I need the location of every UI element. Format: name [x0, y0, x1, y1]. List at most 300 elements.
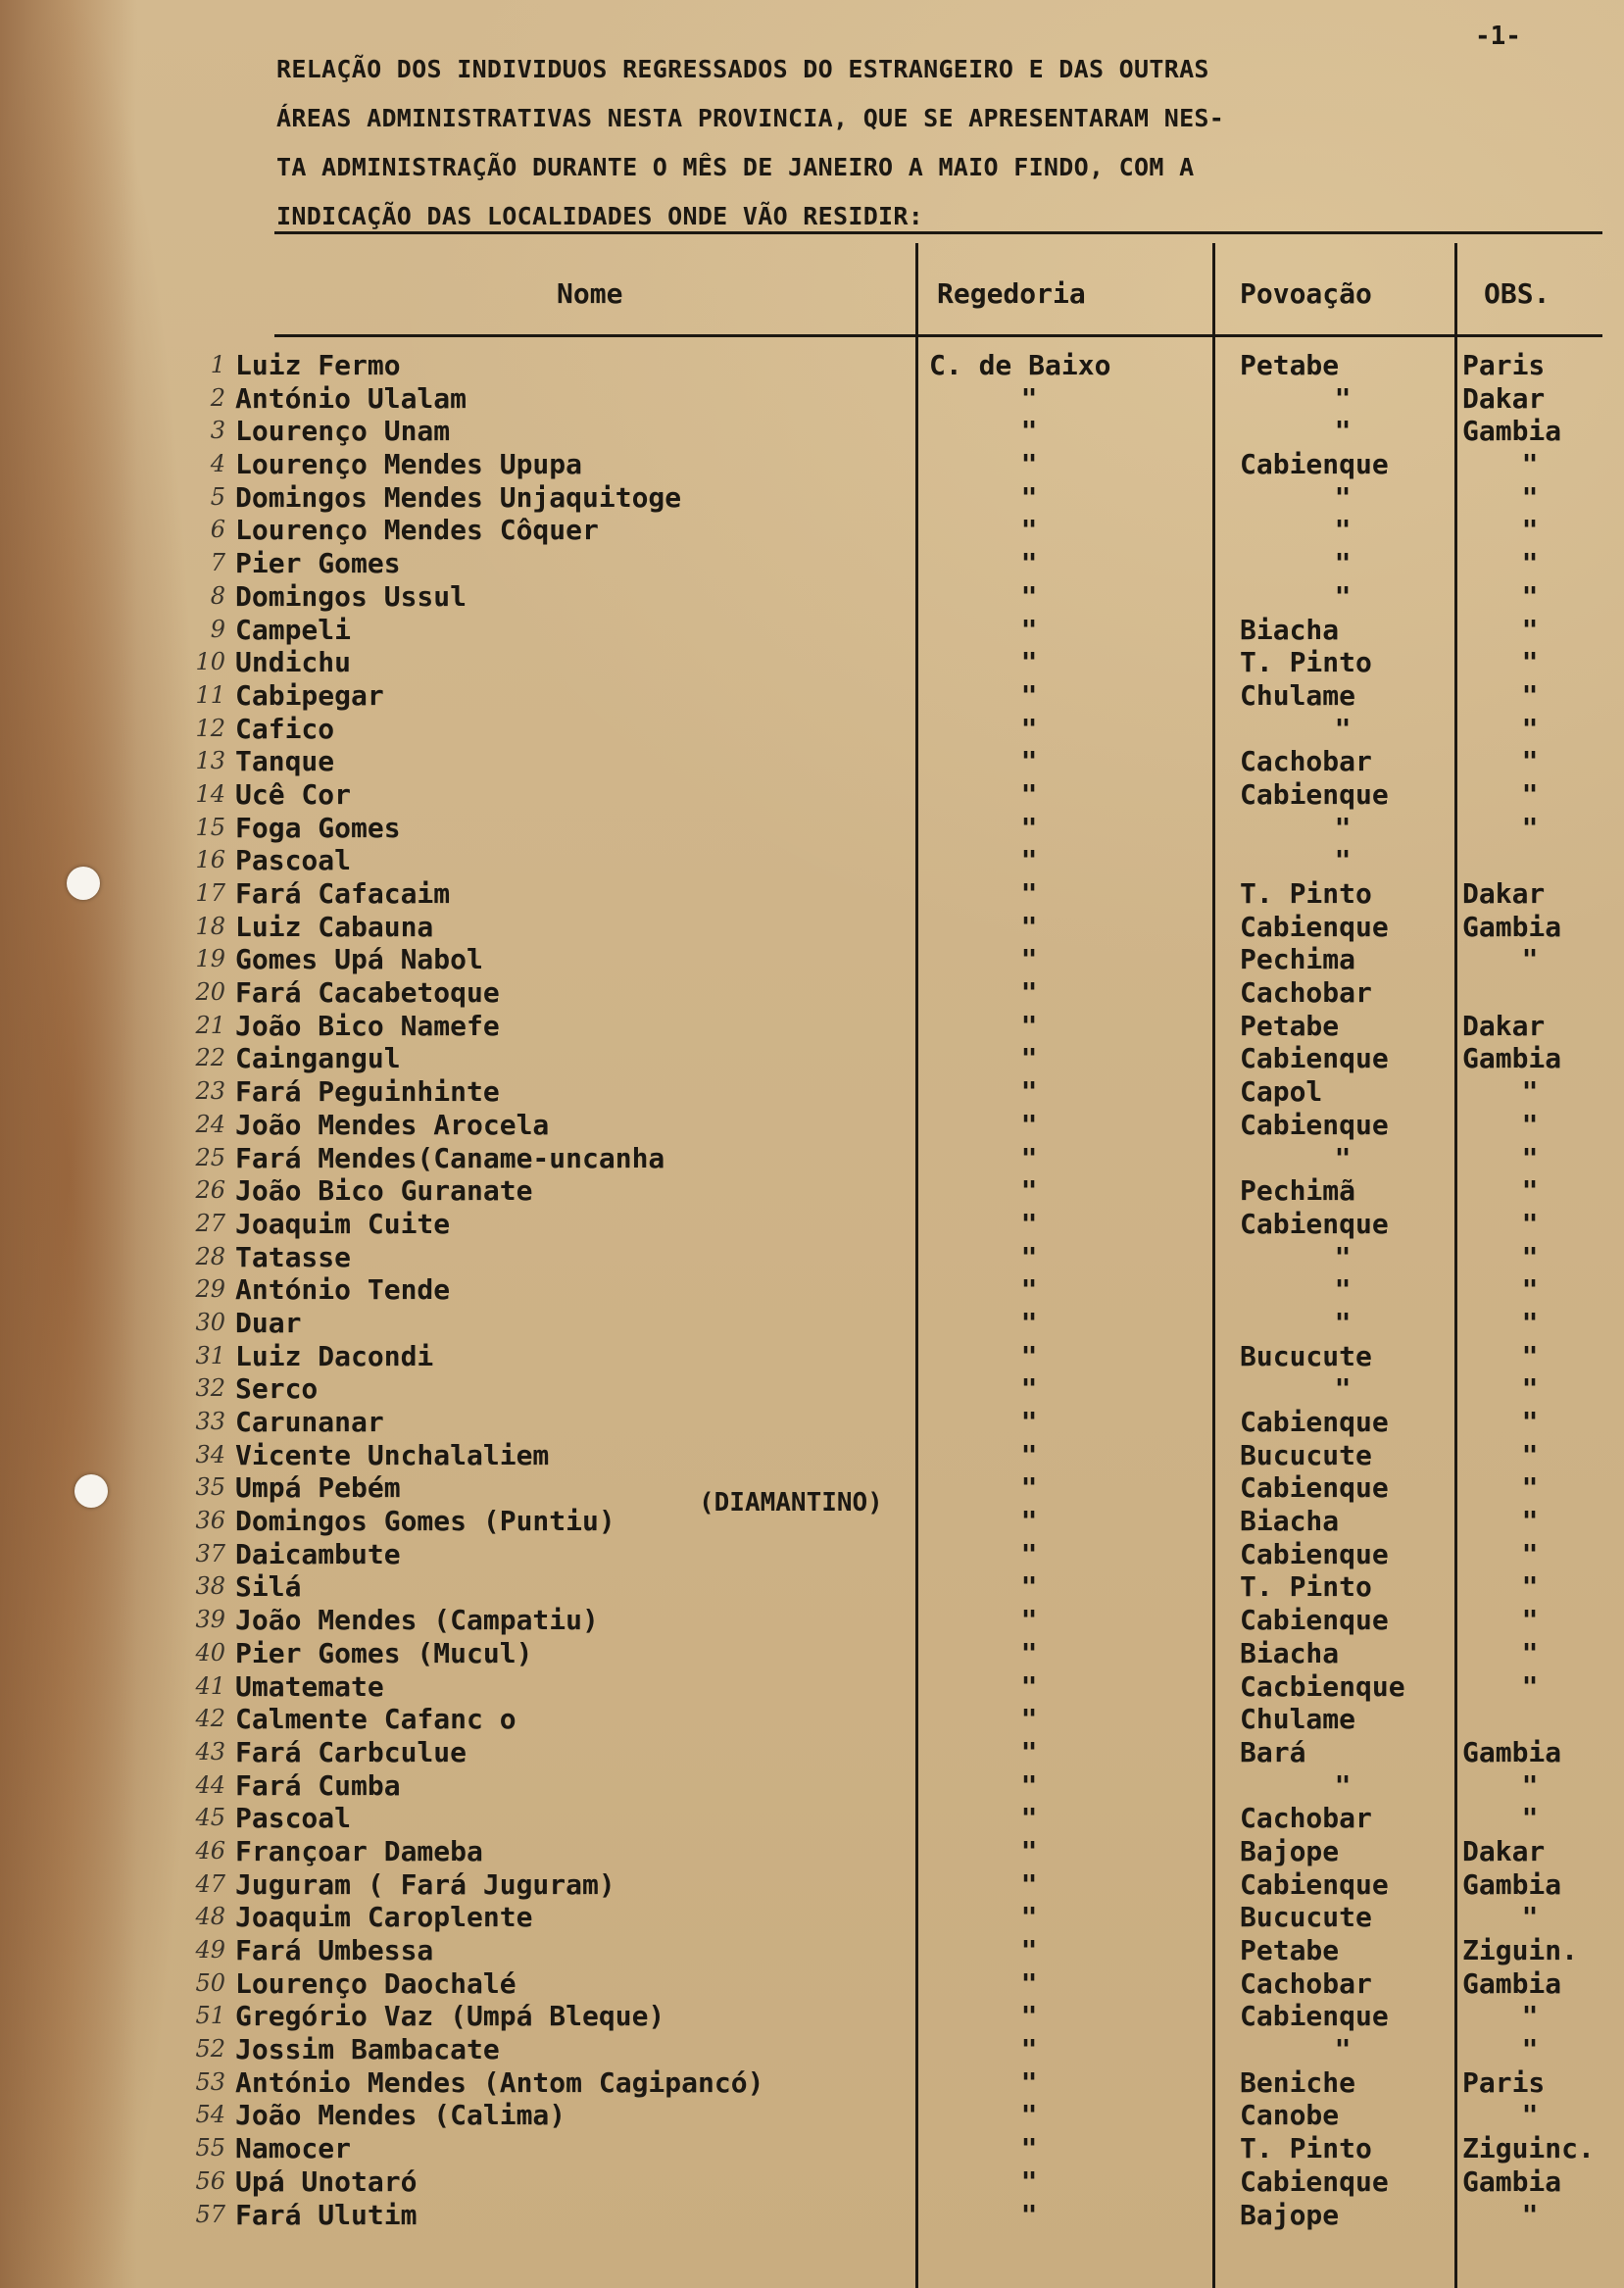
table-row — [0, 448, 1624, 481]
row-number: 51 — [195, 2002, 225, 2030]
table-row — [0, 1307, 1624, 1340]
row-number: 37 — [195, 1539, 225, 1567]
row-regedoria: " — [1020, 1604, 1038, 1637]
heading-underline — [274, 231, 1602, 234]
row-name: Upá Unotaró — [235, 2164, 418, 2198]
row-obs: " — [1521, 2000, 1539, 2033]
row-number: 43 — [195, 1737, 225, 1766]
row-number: 10 — [195, 648, 225, 676]
row-name: Namocer — [235, 2132, 352, 2165]
table-row — [0, 1670, 1624, 1704]
row-povoacao: " — [1334, 1306, 1352, 1339]
row-povoacao: " — [1334, 1768, 1352, 1802]
row-povoacao: Cacbienque — [1240, 1669, 1405, 1703]
row-povoacao: Bará — [1240, 1735, 1306, 1768]
row-povoacao: T. Pinto — [1240, 646, 1372, 679]
row-number: 14 — [195, 779, 225, 808]
row-povoacao: Beniche — [1240, 2065, 1356, 2099]
row-povoacao: " — [1334, 480, 1352, 514]
table-row — [0, 547, 1624, 580]
row-povoacao: Cabienque — [1240, 1537, 1389, 1570]
table-row — [0, 1208, 1624, 1241]
row-regedoria: " — [1020, 1306, 1038, 1339]
table-row — [0, 2099, 1624, 2132]
row-number: 56 — [195, 2166, 225, 2195]
row-regedoria: " — [1020, 1174, 1038, 1208]
row-regedoria: " — [1020, 1240, 1038, 1273]
row-number: 5 — [210, 482, 225, 511]
row-name: António Ulalam — [235, 381, 468, 415]
row-name: Calmente Cafanc o — [235, 1703, 517, 1736]
table-row — [0, 614, 1624, 647]
row-number: 27 — [195, 1209, 225, 1237]
table-row — [0, 1703, 1624, 1736]
row-name: Cabipegar — [235, 678, 384, 712]
row-obs: " — [1521, 1636, 1539, 1669]
row-povoacao: Cachobar — [1240, 1966, 1372, 2000]
row-obs: Gambia — [1462, 1867, 1562, 1901]
row-number: 25 — [195, 1143, 225, 1171]
row-name: Gregório Vaz (Umpá Bleque) — [235, 2000, 665, 2033]
row-regedoria: " — [1020, 1471, 1038, 1505]
row-obs: " — [1521, 1406, 1539, 1438]
row-name: Silá — [235, 1570, 302, 1604]
row-obs: " — [1521, 1075, 1539, 1109]
row-name: Pier Gomes (Mucul) — [235, 1636, 533, 1669]
row-obs: " — [1521, 712, 1539, 745]
row-name: João Bico Namefe — [235, 1009, 500, 1042]
row-number: 54 — [195, 2101, 225, 2129]
row-name: Luiz Dacondi — [235, 1339, 434, 1372]
row-povoacao: Cabienque — [1240, 1471, 1389, 1505]
row-name: Fará Peguinhinte — [235, 1075, 500, 1109]
row-name: Daicambute — [235, 1537, 401, 1570]
table-row — [0, 1174, 1624, 1208]
table-row — [0, 1439, 1624, 1472]
row-name: Umpá Pebém — [235, 1471, 401, 1505]
row-povoacao: Bajope — [1240, 2198, 1340, 2231]
row-povoacao: Cabienque — [1240, 910, 1389, 943]
row-name: Campeli — [235, 613, 352, 646]
row-povoacao: Cabienque — [1240, 1406, 1389, 1438]
row-obs: " — [1521, 1604, 1539, 1637]
row-regedoria: " — [1020, 976, 1038, 1010]
row-name: Serco — [235, 1372, 319, 1406]
row-povoacao: Bucucute — [1240, 1438, 1372, 1471]
row-povoacao: Pechima — [1240, 943, 1356, 976]
row-regedoria: " — [1020, 613, 1038, 646]
table-row — [0, 1637, 1624, 1670]
row-obs: " — [1521, 1471, 1539, 1505]
row-obs: " — [1521, 1438, 1539, 1471]
row-povoacao: Cabienque — [1240, 1867, 1389, 1901]
row-regedoria: " — [1020, 2065, 1038, 2099]
row-obs: Gambia — [1462, 1735, 1562, 1768]
row-number: 24 — [195, 1110, 225, 1138]
row-number: 50 — [195, 1968, 225, 1997]
row-name: Duar — [235, 1306, 302, 1339]
row-name: Pascoal — [235, 1802, 352, 1835]
row-regedoria: C. de Baixo — [929, 349, 1111, 381]
table-row — [0, 580, 1624, 614]
row-name: Pier Gomes — [235, 547, 401, 580]
row-povoacao: Pechimã — [1240, 1174, 1356, 1208]
row-obs: " — [1521, 1108, 1539, 1141]
row-regedoria: " — [1020, 1108, 1038, 1141]
row-name: Tatasse — [235, 1240, 352, 1273]
row-number: 28 — [195, 1242, 225, 1270]
table-row — [0, 1934, 1624, 1967]
row-name: Lourenço Daochalé — [235, 1966, 517, 2000]
row-number: 38 — [195, 1572, 225, 1601]
row-obs: " — [1521, 1240, 1539, 1273]
row-regedoria: " — [1020, 1703, 1038, 1736]
row-obs: " — [1521, 448, 1539, 481]
column-header-povoacao: Povoação — [1240, 277, 1372, 310]
table-row — [0, 1142, 1624, 1175]
row-number: 13 — [195, 747, 225, 775]
row-regedoria: " — [1020, 415, 1038, 448]
row-number: 33 — [195, 1408, 225, 1435]
row-regedoria: " — [1020, 2132, 1038, 2165]
row-obs: Dakar — [1462, 877, 1546, 910]
row-number: 44 — [195, 1770, 225, 1799]
table-row — [0, 844, 1624, 877]
row-number: 36 — [195, 1507, 225, 1535]
row-povoacao: Canobe — [1240, 2099, 1340, 2132]
column-header-obs: OBS. — [1484, 277, 1550, 310]
row-povoacao: " — [1334, 844, 1352, 877]
table-row — [0, 415, 1624, 448]
row-obs: Gambia — [1462, 2164, 1562, 2198]
table-row — [0, 1406, 1624, 1439]
table-row — [0, 1570, 1624, 1604]
row-regedoria: " — [1020, 1636, 1038, 1669]
row-name: Tanque — [235, 745, 335, 778]
row-number: 22 — [195, 1044, 225, 1072]
row-number: 53 — [195, 2067, 225, 2096]
row-name: Fará Carbculue — [235, 1735, 468, 1768]
row-obs: Ziguinc. — [1462, 2132, 1595, 2165]
row-obs: " — [1521, 646, 1539, 679]
row-number: 32 — [195, 1374, 225, 1403]
row-name: Joaquim Caroplente — [235, 1901, 533, 1934]
row-name: Lourenço Unam — [235, 415, 451, 448]
row-name: João Mendes Arocela — [235, 1108, 550, 1141]
row-regedoria: " — [1020, 2198, 1038, 2231]
row-regedoria: " — [1020, 1042, 1038, 1075]
row-obs: Paris — [1462, 349, 1546, 381]
table-row — [0, 514, 1624, 547]
row-regedoria: " — [1020, 1669, 1038, 1703]
row-obs: " — [1521, 514, 1539, 547]
table-row — [0, 1604, 1624, 1637]
row-regedoria: " — [1020, 2033, 1038, 2066]
row-obs: Gambia — [1462, 415, 1562, 448]
row-name: Domingos Mendes Unjaquitoge — [235, 480, 682, 514]
row-regedoria: " — [1020, 1934, 1038, 1966]
table-row — [0, 745, 1624, 778]
row-name: Gomes Upá Nabol — [235, 943, 483, 976]
row-regedoria: " — [1020, 678, 1038, 712]
row-povoacao: Biacha — [1240, 1636, 1340, 1669]
row-obs: " — [1521, 745, 1539, 778]
table-row — [0, 382, 1624, 416]
table-row — [0, 2165, 1624, 2199]
row-regedoria: " — [1020, 1834, 1038, 1867]
row-name: Vicente Unchalaliem — [235, 1438, 550, 1471]
document-heading — [276, 45, 1570, 241]
row-regedoria: " — [1020, 1075, 1038, 1109]
row-number: 39 — [195, 1606, 225, 1634]
row-povoacao: Cabienque — [1240, 1108, 1389, 1141]
row-name: João Mendes (Calima) — [235, 2099, 566, 2132]
row-regedoria: " — [1020, 1273, 1038, 1307]
row-name: Caingangul — [235, 1042, 401, 1075]
row-povoacao: " — [1334, 1141, 1352, 1174]
table-row — [0, 2199, 1624, 2232]
row-povoacao: Cabienque — [1240, 1042, 1389, 1075]
table-row — [0, 646, 1624, 679]
row-regedoria: " — [1020, 1438, 1038, 1471]
row-number: 49 — [195, 1936, 225, 1964]
row-number: 8 — [210, 581, 225, 610]
row-regedoria: " — [1020, 1768, 1038, 1802]
table-row — [0, 1042, 1624, 1075]
row-regedoria: " — [1020, 777, 1038, 811]
page-number: -1- — [1475, 22, 1521, 51]
row-obs: " — [1521, 2033, 1539, 2066]
table-row — [0, 1241, 1624, 1274]
row-number: 21 — [195, 1011, 225, 1039]
row-regedoria: " — [1020, 1867, 1038, 1901]
row-number: 41 — [195, 1671, 225, 1700]
row-name: Fará Cacabetoque — [235, 976, 500, 1010]
row-povoacao: Cachobar — [1240, 745, 1372, 778]
row-obs: " — [1521, 613, 1539, 646]
header-underline — [274, 334, 1602, 337]
row-name: Fará Cafacaim — [235, 877, 451, 910]
row-number: 34 — [195, 1440, 225, 1468]
row-obs: " — [1521, 1570, 1539, 1604]
row-obs: Paris — [1462, 2065, 1546, 2099]
row-name: Cafico — [235, 712, 335, 745]
row-povoacao: Cabienque — [1240, 448, 1389, 481]
register-table-body — [0, 349, 1624, 2231]
row-obs: " — [1521, 1768, 1539, 1802]
row-regedoria: " — [1020, 1339, 1038, 1372]
row-name: Jossim Bambacate — [235, 2033, 500, 2066]
row-number: 35 — [195, 1473, 225, 1502]
row-povoacao: Cabienque — [1240, 2164, 1389, 2198]
table-row — [0, 1736, 1624, 1769]
row-povoacao: Bucucute — [1240, 1901, 1372, 1934]
table-row — [0, 1835, 1624, 1868]
table-row — [0, 2033, 1624, 2066]
row-regedoria: " — [1020, 579, 1038, 613]
row-regedoria: " — [1020, 1901, 1038, 1934]
row-number: 15 — [195, 813, 225, 841]
row-obs: " — [1521, 1141, 1539, 1174]
row-obs: " — [1521, 1802, 1539, 1835]
table-row — [0, 1901, 1624, 1934]
row-povoacao: Biacha — [1240, 613, 1340, 646]
side-note: (DIAMANTINO) — [699, 1488, 883, 1517]
row-name: Domingos Ussul — [235, 579, 468, 613]
row-obs: Dakar — [1462, 1009, 1546, 1042]
table-row — [0, 1802, 1624, 1835]
table-row — [0, 1010, 1624, 1043]
table-row — [0, 713, 1624, 746]
row-number: 47 — [195, 1869, 225, 1898]
row-regedoria: " — [1020, 745, 1038, 778]
row-obs: " — [1521, 1537, 1539, 1570]
row-number: 57 — [195, 2200, 225, 2228]
row-number: 55 — [195, 2134, 225, 2163]
row-name: João Bico Guranate — [235, 1174, 533, 1208]
heading-line: RELAÇÃO DOS INDIVIDUOS REGRESSADOS DO ESTRANGEIRO E DAS OUTRAS — [276, 55, 1209, 83]
table-row — [0, 1273, 1624, 1307]
heading-line: INDICAÇÃO DAS LOCALIDADES ONDE VÃO RESIDIR: — [276, 202, 924, 230]
row-regedoria: " — [1020, 844, 1038, 877]
row-number: 20 — [195, 978, 225, 1007]
row-povoacao: " — [1334, 811, 1352, 844]
row-number: 29 — [195, 1275, 225, 1304]
row-povoacao: Cachobar — [1240, 1802, 1372, 1835]
row-name: Fará Mendes(Caname-uncanha — [235, 1141, 665, 1174]
row-number: 12 — [195, 714, 225, 742]
table-row — [0, 1538, 1624, 1571]
row-regedoria: " — [1020, 1537, 1038, 1570]
table-row — [0, 1769, 1624, 1803]
row-obs: " — [1521, 1372, 1539, 1406]
row-obs: " — [1521, 1339, 1539, 1372]
row-regedoria: " — [1020, 2000, 1038, 2033]
row-povoacao: Petabe — [1240, 1934, 1340, 1966]
row-obs: Gambia — [1462, 910, 1562, 943]
row-number: 11 — [195, 680, 225, 709]
row-number: 6 — [210, 516, 225, 544]
row-obs: " — [1521, 1505, 1539, 1538]
row-regedoria: " — [1020, 811, 1038, 844]
row-obs: Gambia — [1462, 1966, 1562, 2000]
heading-line: ÁREAS ADMINISTRATIVAS NESTA PROVINCIA, QUE SE APRESENTARAM NES- — [276, 104, 1225, 132]
column-header-regedoria: Regedoria — [937, 277, 1086, 310]
row-regedoria: " — [1020, 910, 1038, 943]
row-regedoria: " — [1020, 1570, 1038, 1604]
row-number: 48 — [195, 1903, 225, 1931]
row-regedoria: " — [1020, 646, 1038, 679]
row-regedoria: " — [1020, 943, 1038, 976]
row-name: Françoar Dameba — [235, 1834, 483, 1867]
row-povoacao: T. Pinto — [1240, 877, 1372, 910]
row-obs: " — [1521, 1273, 1539, 1307]
row-regedoria: " — [1020, 1966, 1038, 2000]
row-name: Juguram ( Fará Juguram) — [235, 1867, 615, 1901]
row-povoacao: T. Pinto — [1240, 2132, 1372, 2165]
row-povoacao: Cabienque — [1240, 2000, 1389, 2033]
row-regedoria: " — [1020, 712, 1038, 745]
row-povoacao: Cabienque — [1240, 1207, 1389, 1240]
row-number: 30 — [195, 1308, 225, 1336]
table-row — [0, 778, 1624, 812]
row-obs: " — [1521, 2198, 1539, 2231]
row-obs: " — [1521, 2099, 1539, 2132]
row-regedoria: " — [1020, 1406, 1038, 1438]
row-name: João Mendes (Campatiu) — [235, 1604, 599, 1637]
table-row — [0, 481, 1624, 515]
row-regedoria: " — [1020, 1207, 1038, 1240]
row-obs: " — [1521, 1306, 1539, 1339]
row-name: Luiz Fermo — [235, 349, 401, 381]
table-row — [0, 812, 1624, 845]
row-name: Pascoal — [235, 844, 352, 877]
row-regedoria: " — [1020, 381, 1038, 415]
table-row — [0, 2132, 1624, 2165]
row-obs: Gambia — [1462, 1042, 1562, 1075]
row-povoacao: " — [1334, 415, 1352, 448]
row-number: 7 — [210, 549, 225, 577]
row-povoacao: Cachobar — [1240, 976, 1372, 1010]
table-row — [0, 2066, 1624, 2100]
row-obs: " — [1521, 1174, 1539, 1208]
row-regedoria: " — [1020, 2164, 1038, 2198]
row-name: Domingos Gomes (Puntiu) — [235, 1505, 615, 1538]
row-name: Joaquim Cuite — [235, 1207, 451, 1240]
row-povoacao: Bajope — [1240, 1834, 1340, 1867]
row-name: Umatemate — [235, 1669, 384, 1703]
row-name: Fará Cumba — [235, 1768, 401, 1802]
table-row — [0, 1967, 1624, 2001]
row-regedoria: " — [1020, 1372, 1038, 1406]
row-povoacao: " — [1334, 1372, 1352, 1406]
row-number: 26 — [195, 1176, 225, 1205]
row-name: Undichu — [235, 646, 352, 679]
row-name: António Mendes (Antom Cagipancó) — [235, 2065, 764, 2099]
row-name: Lourenço Mendes Upupa — [235, 448, 583, 481]
row-regedoria: " — [1020, 1505, 1038, 1538]
row-regedoria: " — [1020, 1735, 1038, 1768]
row-obs: " — [1521, 480, 1539, 514]
row-regedoria: " — [1020, 514, 1038, 547]
column-header-name: Nome — [557, 277, 623, 310]
row-obs: " — [1521, 1669, 1539, 1703]
row-povoacao: " — [1334, 2033, 1352, 2066]
row-obs: Dakar — [1462, 381, 1546, 415]
row-povoacao: Cabienque — [1240, 1604, 1389, 1637]
row-number: 3 — [210, 417, 225, 445]
table-row — [0, 976, 1624, 1010]
table-row — [0, 877, 1624, 911]
row-name: Foga Gomes — [235, 811, 401, 844]
row-number: 4 — [210, 450, 225, 478]
row-obs: " — [1521, 1901, 1539, 1934]
row-name: Carunanar — [235, 1406, 384, 1438]
row-obs: Ziguin. — [1462, 1934, 1579, 1966]
row-name: Ucê Cor — [235, 777, 352, 811]
row-obs: " — [1521, 811, 1539, 844]
row-name: Fará Ulutim — [235, 2198, 418, 2231]
row-number: 2 — [210, 383, 225, 412]
row-regedoria: " — [1020, 480, 1038, 514]
table-row — [0, 1372, 1624, 1406]
row-number: 52 — [195, 2035, 225, 2064]
row-number: 40 — [195, 1638, 225, 1666]
row-name: Luiz Cabauna — [235, 910, 434, 943]
row-obs: " — [1521, 777, 1539, 811]
row-number: 18 — [195, 912, 225, 940]
row-povoacao: Chulame — [1240, 678, 1356, 712]
